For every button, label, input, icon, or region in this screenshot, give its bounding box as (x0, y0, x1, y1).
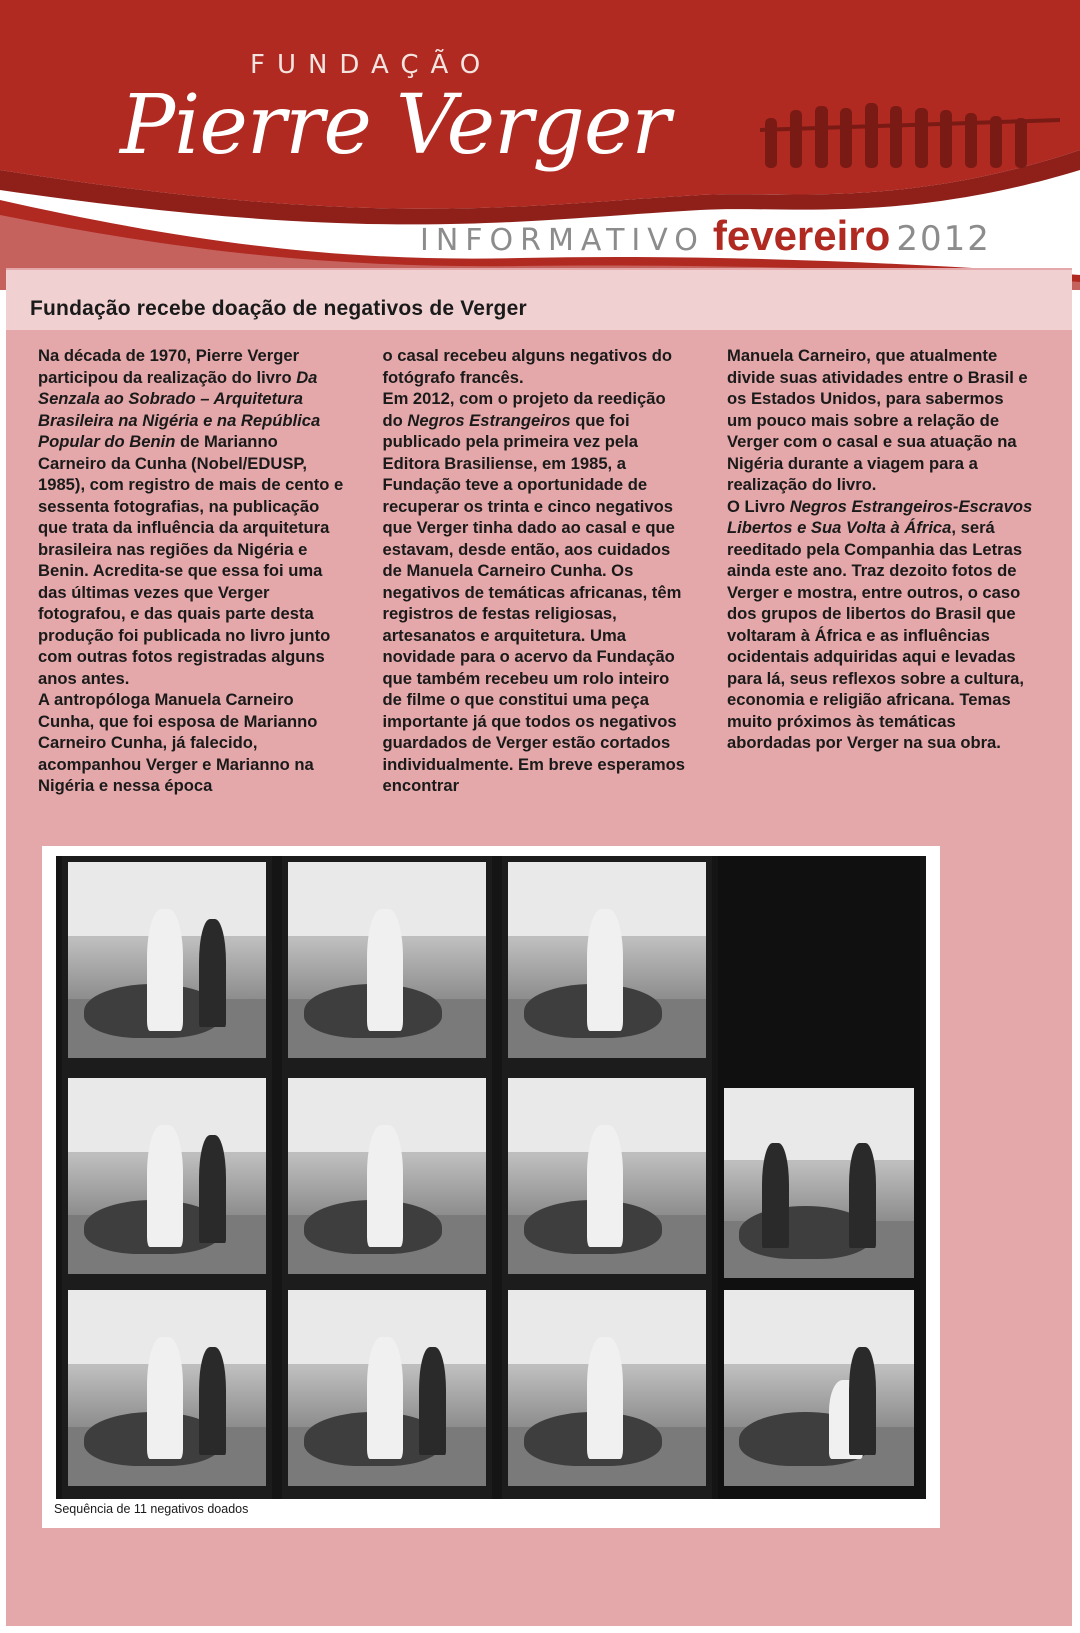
org-name-logo: Pierre Verger (120, 78, 670, 173)
negative-frame (68, 1078, 266, 1274)
text-span: , será reeditado pela Companhia das Letras ainda este ano. Traz dezoito fotos de Verger e mostra, entre outros, o caso dos grupos de libertos do Brasil que voltaram à África e as influências ocidentais adquiridas aqui e levadas para lá, seus reflexos sobre a cultura, economia e religião africana. Temas muito próximos às temáticas abordadas por Verger na sua obra. (727, 518, 1024, 752)
article-columns (38, 345, 1033, 797)
contact-sheet-photo (56, 856, 926, 1499)
negative-strip (282, 856, 492, 1499)
text-span: Na década de 1970, Pierre Verger participou da realização do livro (38, 346, 300, 387)
paragraph: Manuela Carneiro, que atualmente divide suas atividades entre o Brasil e os Estados Unidos, para sabermos um pouco mais sobre a relação de Verger com o casal e sua atuação na Nigéria durante a viagem para a realização do livro. (727, 346, 1028, 494)
negative-frame (508, 1078, 706, 1274)
negative-strip (62, 856, 272, 1499)
header-banner (0, 0, 1080, 290)
paragraph: o casal recebeu alguns negativos do fotógrafo francês. (382, 346, 673, 387)
paragraph (38, 345, 344, 689)
text-span: Em 2012, com o projeto da reedição do (382, 389, 666, 430)
negative-frame (288, 1290, 486, 1486)
text-span: de Marianno Carneiro da Cunha (Nobel/EDUSP, 1985), com registro de mais de cento e sessenta fotografias, na publicação que trata da influência da arquitetura brasileira nas regiões da Nigéria e Benin. Acredita-se que essa foi uma das últimas vezes que Verger fotografou, e das quais parte desta produção foi publicada no livro junto com outras fotos registradas alguns anos antes. (38, 432, 344, 688)
negative-frame (724, 1290, 914, 1486)
paragraph (383, 388, 689, 797)
negative-strip (718, 856, 920, 1499)
book-title: Da Senzala ao Sobrado – Arquitetura Brasileira na Nigéria e na República Popular do Benin (38, 367, 321, 451)
newsletter-year: 2012 (896, 219, 991, 259)
newsletter-heading (420, 212, 991, 260)
negative-frame (724, 1088, 914, 1278)
negative-frame (68, 1290, 266, 1486)
newsletter-month: fevereiro (712, 212, 891, 259)
article-column-3 (727, 345, 1033, 797)
negative-strip (502, 856, 712, 1499)
text-span: O Livro (727, 496, 790, 516)
negative-frame (508, 862, 706, 1058)
article-title: Fundação recebe doação de negativos de Verger (30, 297, 527, 320)
photo-caption: Sequência de 11 negativos doados (54, 1502, 249, 1516)
book-title: Negros Estrangeiros (407, 410, 571, 430)
article-column-2 (383, 345, 689, 797)
newsletter-word: INFORMATIVO (420, 223, 705, 258)
negative-frame (508, 1290, 706, 1486)
book-title: Negros Estrangeiros-Escravos Libertos e Sua Volta à África (727, 496, 1033, 537)
article-column-1 (38, 345, 344, 797)
text-span: que foi publicado pela primeira vez pela Editora Brasiliense, em 1985, a Fundação teve a oportunidade de recuperar os trinta e cinco negativos que Verger tinha dado ao casal e que estavam, desde então, aos cuidados de Manuela Carneiro Cunha. Os negativos de temáticas africanas, têm registros de festas religiosas, artesanatos e arquitetura. Uma novidade para o acervo da Fundação que também recebeu um rolo inteiro de filme o que constitui uma peça importante já que todos os negativos guardados de Verger estão cortados individualmente. Em breve esperamos encontrar (382, 410, 685, 795)
paragraph: A antropóloga Manuela Carneiro Cunha, que foi esposa de Marianno Carneiro Cunha, já falecido, acompanhou Verger e Marianno na Nigéria e nessa época (38, 690, 318, 795)
paragraph (727, 496, 1033, 754)
negative-frame (288, 862, 486, 1058)
org-name-small: FUNDAÇÃO (250, 50, 493, 80)
negative-frame (288, 1078, 486, 1274)
crowd-silhouette-icon (760, 88, 1060, 188)
negative-frame (68, 862, 266, 1058)
